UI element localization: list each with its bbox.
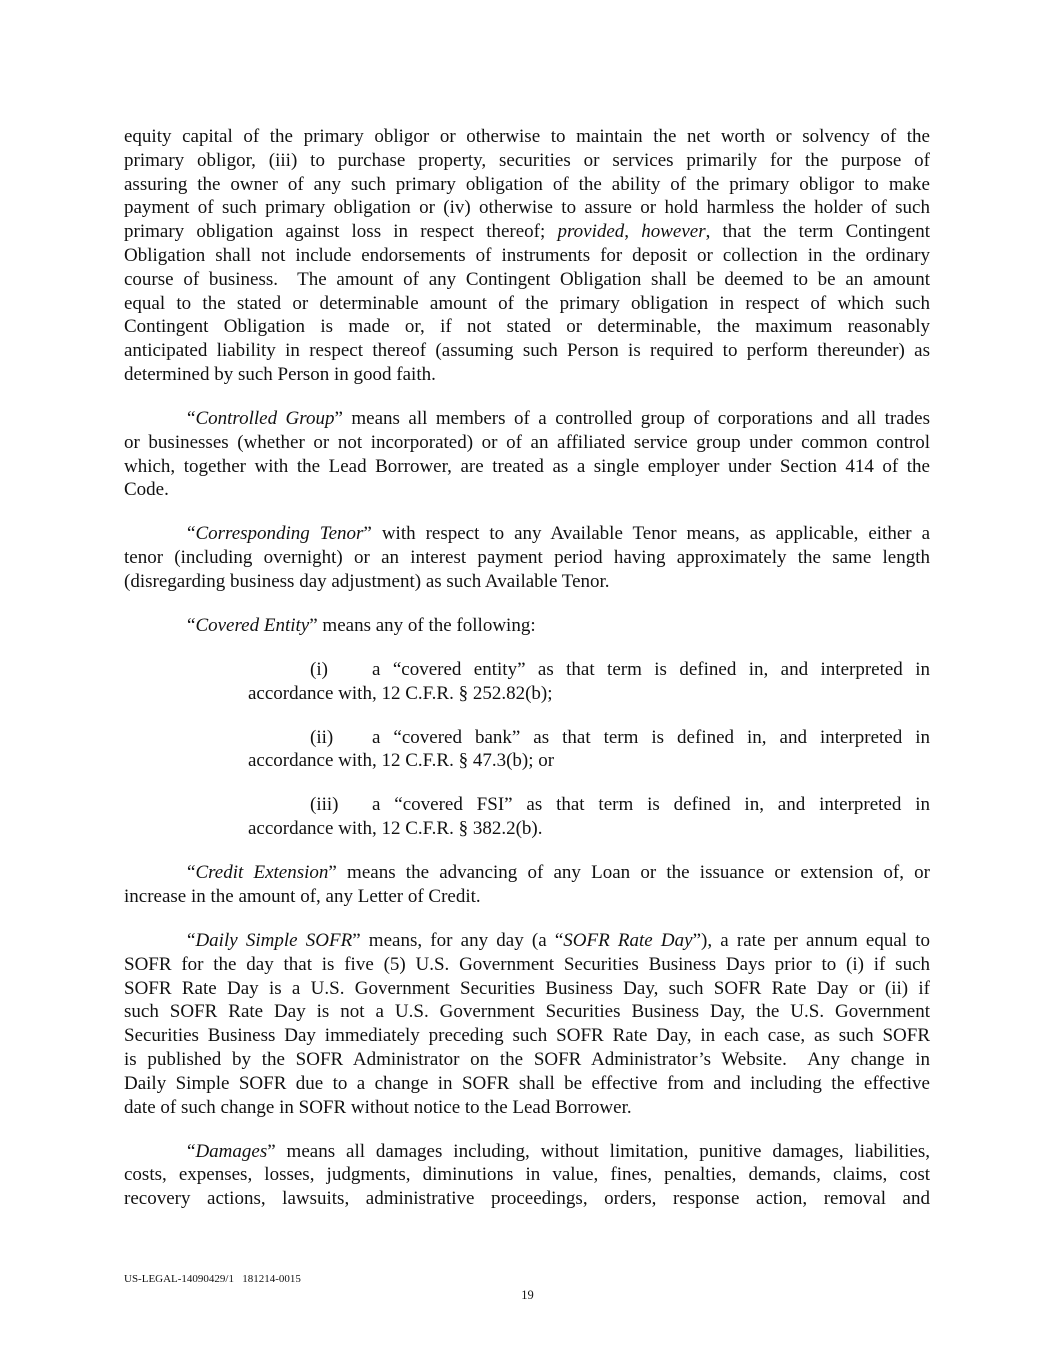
document-body	[124, 125, 930, 1231]
text-segment: ” means all members of a controlled group of corporations and all trades	[334, 407, 930, 429]
text-segment: anticipated liability in respect thereof (assuming such Person is required to perform thereunder) as	[124, 340, 930, 362]
text-segment: “	[187, 523, 196, 545]
text-segment: “	[187, 1140, 196, 1162]
text-segment: a “covered FSI” as that term is defined in, and interpreted in	[372, 794, 930, 816]
text-segment: ” means all damages including, without limitation, punitive damages, liabilities,	[267, 1140, 930, 1162]
text-segment: course of business. The amount of any Contingent Obligation shall be deemed to be an amount	[124, 268, 930, 290]
text-segment: “	[187, 930, 196, 952]
text-segment: Securities Business Day immediately preceding such SOFR Rate Day, in each case, as such SOFR	[124, 1025, 930, 1047]
text-line	[124, 1163, 930, 1187]
clause-number: (iii)	[310, 794, 339, 816]
text-line	[124, 929, 930, 953]
text-segment: ” means any of the following:	[309, 614, 536, 636]
text-line	[124, 268, 930, 292]
text-segment: “	[187, 614, 196, 636]
text-line	[124, 220, 930, 244]
text-line	[124, 1072, 930, 1096]
text-segment: accordance with, 12 C.F.R. § 47.3(b); or	[248, 750, 555, 772]
text-segment: date of such change in SOFR without notice to the Lead Borrower.	[124, 1096, 632, 1118]
text-line	[124, 1000, 930, 1024]
text-segment: ”), a rate per annum equal to	[692, 930, 931, 952]
defined-term: Damages	[195, 1140, 268, 1162]
text-segment: which, together with the Lead Borrower, are treated as a single employer under Section 414 of the	[124, 455, 930, 477]
paragraph	[124, 861, 930, 909]
text-segment: a “covered entity” as that term is defined in, and interpreted in	[372, 658, 930, 680]
defined-term: Daily Simple SOFR	[195, 930, 353, 952]
defined-term: however	[641, 221, 706, 243]
text-line	[124, 431, 930, 455]
text-line	[124, 339, 930, 363]
clause-number: (i)	[310, 658, 328, 680]
text-segment: determined by such Person in good faith.	[124, 363, 436, 385]
text-segment: ” means the advancing of any Loan or the issuance or extension of, or	[328, 862, 930, 884]
text-line	[124, 244, 930, 268]
text-line	[124, 522, 930, 546]
defined-term: Covered Entity	[195, 614, 310, 636]
defined-term: Corresponding Tenor	[195, 523, 364, 545]
defined-term: provided	[557, 221, 625, 243]
text-segment: is published by the SOFR Administrator on the SOFR Administrator’s Website. Any change in	[124, 1049, 930, 1070]
text-line	[124, 977, 930, 1001]
text-segment: SOFR Rate Day is a U.S. Government Securities Business Day, such SOFR Rate Day or (ii) if	[124, 977, 930, 999]
footer-document-id: US-LEGAL-14090429/1 181214-0015	[124, 1273, 301, 1285]
text-line	[124, 1024, 930, 1048]
text-segment: , that the term Contingent	[705, 221, 931, 243]
text-segment: recovery actions, lawsuits, administrative proceedings, orders, response action, removal and	[124, 1188, 930, 1210]
text-line	[124, 196, 930, 220]
text-line	[248, 658, 930, 682]
text-line	[124, 173, 930, 197]
paragraph	[124, 407, 930, 502]
text-segment: “	[187, 862, 196, 884]
text-line	[124, 1096, 930, 1120]
text-line	[124, 861, 930, 885]
paragraph	[124, 929, 930, 1119]
text-line	[124, 125, 930, 149]
text-line	[124, 478, 930, 502]
text-line	[124, 546, 930, 570]
text-segment: accordance with, 12 C.F.R. § 252.82(b);	[248, 682, 553, 704]
clause-number: (ii)	[310, 726, 334, 748]
sub-clause	[124, 658, 930, 706]
text-line	[124, 149, 930, 173]
paragraph	[124, 1140, 930, 1211]
text-segment: Obligation shall not include endorsements of instruments for deposit or collection in the ordinary	[124, 244, 930, 266]
text-line	[248, 726, 930, 750]
sub-clause	[124, 793, 930, 841]
text-segment: equity capital of the primary obligor or otherwise to maintain the net worth or solvency of the	[124, 126, 930, 147]
text-line	[124, 1187, 930, 1211]
text-segment: assuring the owner of any such primary obligation of the ability of the primary obligor to make	[124, 173, 930, 195]
text-line	[248, 793, 930, 817]
text-segment: Daily Simple SOFR due to a change in SOFR shall be effective from and including the effective	[124, 1072, 930, 1094]
text-segment: primary obligor, (iii) to purchase property, securities or services primarily for the purpose of	[124, 149, 930, 171]
text-line	[124, 885, 930, 909]
text-line	[124, 570, 930, 594]
text-line	[248, 817, 930, 841]
text-line	[124, 292, 930, 316]
defined-term: SOFR Rate Day	[563, 930, 693, 952]
text-segment: SOFR for the day that is five (5) U.S. Government Securities Business Days prior to (i) if such	[124, 953, 930, 975]
text-segment: increase in the amount of, any Letter of Credit.	[124, 886, 481, 908]
text-segment: a “covered bank” as that term is defined in, and interpreted in	[372, 726, 930, 748]
text-segment: Code.	[124, 479, 169, 501]
text-line	[124, 315, 930, 339]
text-segment: ,	[624, 221, 642, 243]
text-segment: such SOFR Rate Day is not a U.S. Government Securities Business Day, the U.S. Government	[124, 1001, 930, 1023]
text-line	[124, 455, 930, 479]
text-segment: payment of such primary obligation or (iv) otherwise to assure or hold harmless the holder of such	[124, 197, 930, 219]
text-line	[124, 363, 930, 387]
text-segment: ” with respect to any Available Tenor means, as applicable, either a	[363, 523, 931, 545]
text-segment: ” means, for any day (a “	[352, 930, 564, 952]
defined-term: Credit Extension	[195, 862, 329, 884]
text-line	[124, 1048, 930, 1072]
defined-term: Controlled Group	[195, 407, 335, 429]
sub-clause	[124, 726, 930, 774]
paragraph	[124, 522, 930, 593]
text-segment: costs, expenses, losses, judgments, diminutions in value, fines, penalties, demands, claims, cost	[124, 1164, 930, 1186]
text-line	[124, 953, 930, 977]
text-line	[248, 682, 930, 706]
text-segment: “	[187, 407, 196, 429]
text-line	[124, 407, 930, 431]
text-segment: tenor (including overnight) or an interest payment period having approximately the same length	[124, 547, 930, 569]
text-segment: accordance with, 12 C.F.R. § 382.2(b).	[248, 818, 543, 840]
text-segment: Contingent Obligation is made or, if not stated or determinable, the maximum reasonably	[124, 316, 930, 338]
text-segment: equal to the stated or determinable amount of the primary obligation in respect of which such	[124, 292, 930, 314]
text-line	[124, 1140, 930, 1164]
text-segment: or businesses (whether or not incorporated) or of an affiliated service group under common control	[124, 431, 930, 453]
page-number: 19	[521, 1288, 534, 1302]
text-segment: primary obligation against loss in respect thereof;	[124, 221, 558, 243]
text-segment: (disregarding business day adjustment) as such Available Tenor.	[124, 570, 610, 592]
paragraph	[124, 614, 930, 638]
paragraph	[124, 125, 930, 387]
text-line	[248, 749, 930, 773]
text-line	[124, 614, 930, 638]
